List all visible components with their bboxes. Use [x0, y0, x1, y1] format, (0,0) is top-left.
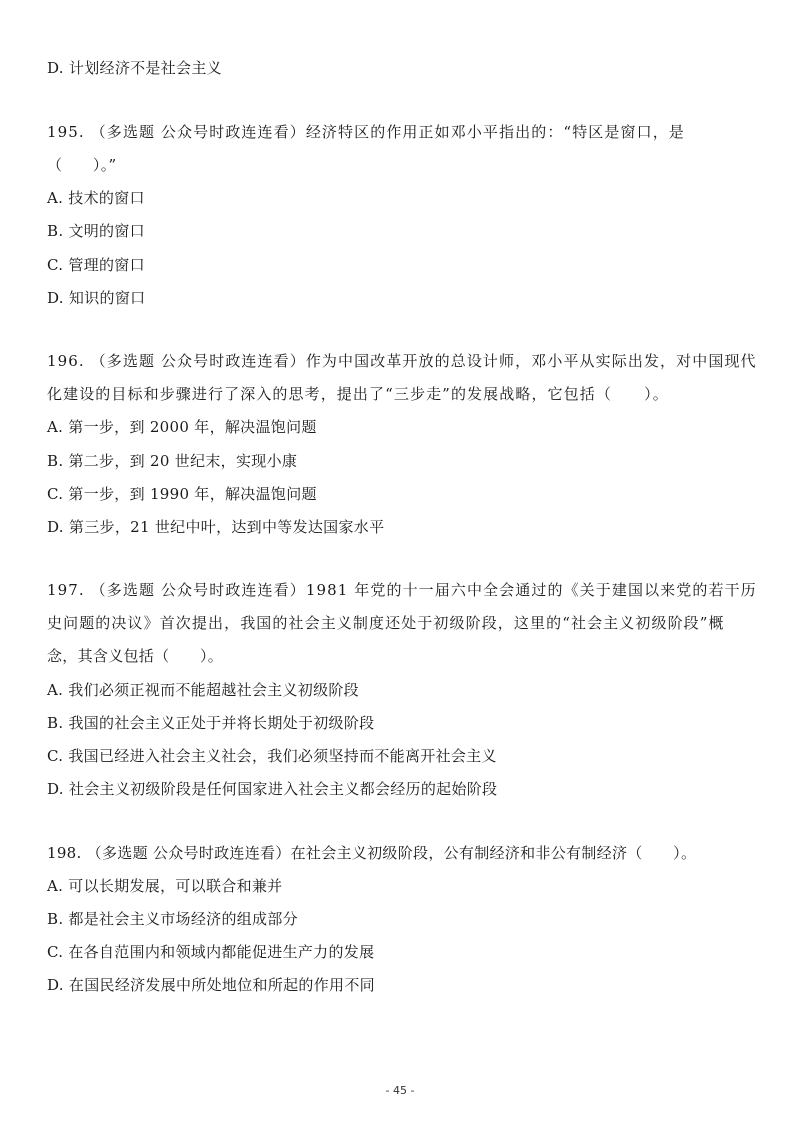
option-c: C. 在各自范围内和领域内都能促进生产力的发展	[47, 943, 375, 961]
option-b: B. 第二步，到 20 世纪末，实现小康	[47, 452, 298, 470]
option-c: C. 我国已经进入社会主义社会，我们必须坚持而不能离开社会主义	[47, 747, 497, 765]
question-stem-line: 195. （多选题 公众号时政连连看）经济特区的作用正如邓小平指出的：“特区是窗口，是	[47, 123, 685, 141]
question-stem-line: 史问题的决议》首次提出，我国的社会主义制度还处于初级阶段，这里的“社会主义初级阶段”概	[47, 614, 725, 632]
option-d: D. 社会主义初级阶段是任何国家进入社会主义都会经历的起始阶段	[47, 780, 498, 798]
question-stem-line: （ ）。”	[47, 156, 117, 174]
question-stem-line: 化建设的目标和步骤进行了深入的思考，提出了“三步走”的发展战略，它包括（ ）。	[47, 385, 669, 403]
option-a: A. 可以长期发展，可以联合和兼并	[47, 877, 283, 895]
option-d: D. 第三步，21 世纪中叶，达到中等发达国家水平	[47, 518, 385, 536]
option-a: A. 技术的窗口	[47, 189, 145, 207]
option-d: D. 知识的窗口	[47, 289, 146, 307]
option-a: A. 我们必须正视而不能超越社会主义初级阶段	[47, 681, 359, 699]
page-number: - 45 -	[385, 1084, 415, 1097]
option-a: A. 第一步，到 2000 年，解决温饱问题	[47, 418, 317, 436]
question-stem-line: 198. （多选题 公众号时政连连看）在社会主义初级阶段，公有制经济和非公有制经济（ ）。	[47, 844, 697, 862]
option-c: C. 管理的窗口	[47, 256, 145, 274]
prev-question-option-d: D. 计划经济不是社会主义	[47, 59, 222, 77]
option-c: C. 第一步，到 1990 年，解决温饱问题	[47, 485, 317, 503]
option-b: B. 我国的社会主义正处于并将长期处于初级阶段	[47, 714, 375, 732]
question-stem-line: 念，其含义包括（ ）。	[47, 647, 224, 665]
option-d: D. 在国民经济发展中所处地位和所起的作用不同	[47, 976, 375, 994]
question-stem-line: 196. （多选题 公众号时政连连看）作为中国改革开放的总设计师，邓小平从实际出发，对中国现代	[47, 352, 757, 370]
option-b: B. 文明的窗口	[47, 222, 145, 240]
option-b: B. 都是社会主义市场经济的组成部分	[47, 910, 298, 928]
question-stem-line: 197. （多选题 公众号时政连连看）1981 年党的十一届六中全会通过的《关于建国以来党的若干历	[47, 581, 757, 599]
